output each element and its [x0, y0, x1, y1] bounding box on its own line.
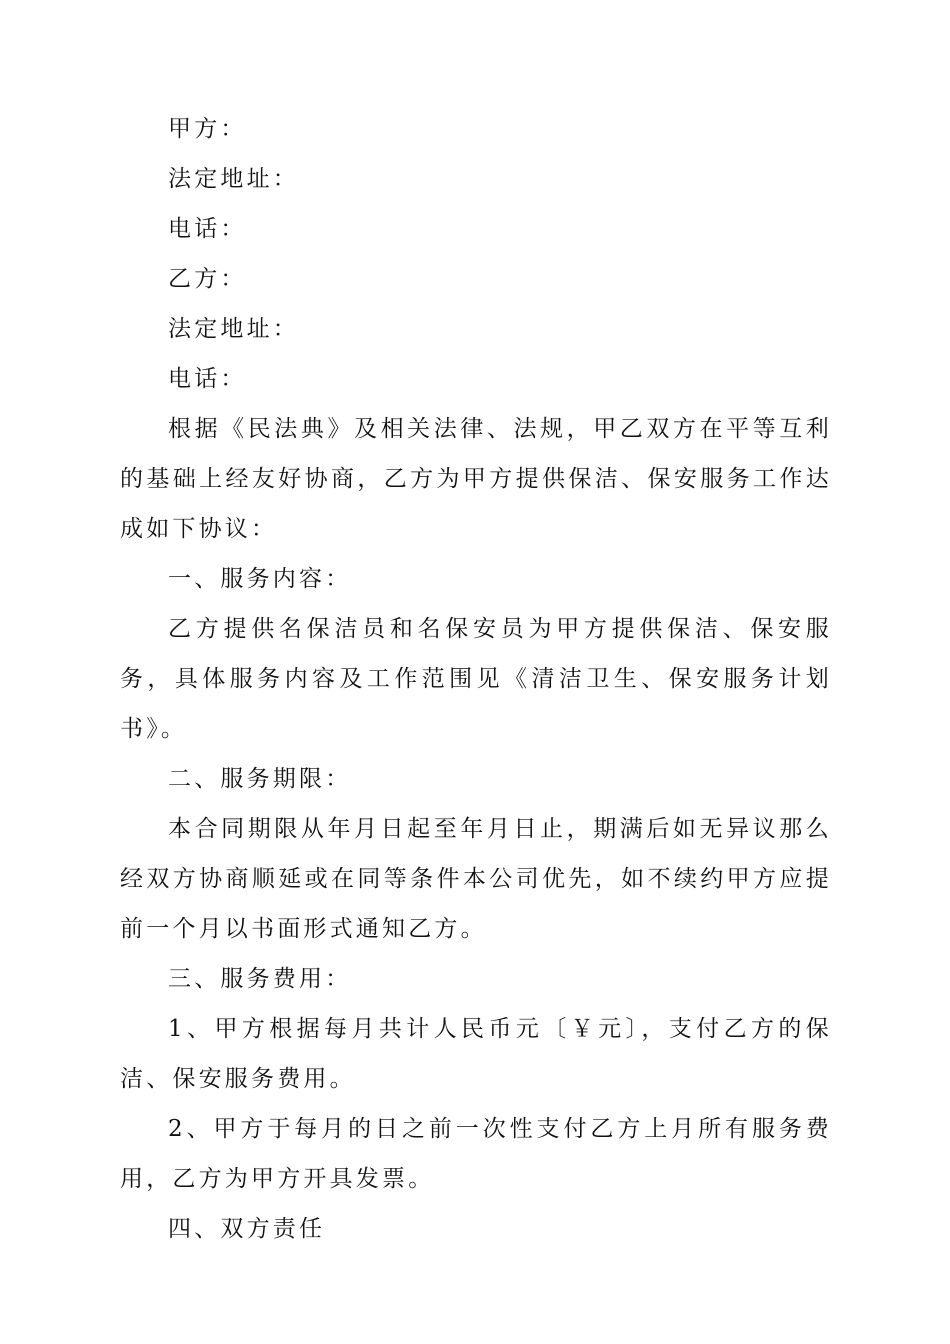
section3-item2: 2、甲方于每月的日之前一次性支付乙方上月所有服务费用，乙方为甲方开具发票。 [120, 1116, 832, 1192]
party-b-phone: 电话： [168, 366, 247, 392]
party-b-label: 乙方： [168, 266, 247, 292]
section1-body: 乙方提供名保洁员和名保安员为甲方提供保洁、保安服务，具体服务内容及工作范围见《清洁卫生、保安服务计划书》。 [120, 616, 832, 742]
document-page [120, 104, 832, 1254]
party-a-phone: 电话： [168, 216, 247, 242]
section3-item1: 1、甲方根据每月共计人民币元〔￥元〕，支付乙方的保洁、保安服务费用。 [120, 1016, 832, 1092]
section1-heading: 一、服务内容： [168, 566, 352, 592]
party-a-label: 甲方： [168, 116, 247, 142]
section2-body: 本合同期限从年月日起至年月日止，期满后如无异议那么经双方协商顺延或在同等条件本公司优先，如不续约甲方应提前一个月以书面形式通知乙方。 [120, 816, 832, 942]
party-b-address: 法定地址： [168, 316, 299, 342]
section4-heading: 四、双方责任 [168, 1216, 326, 1242]
section3-heading: 三、服务费用： [168, 966, 352, 992]
party-a-address: 法定地址： [168, 166, 299, 192]
preamble-paragraph: 根据《民法典》及相关法律、法规，甲乙双方在平等互利的基础上经友好协商，乙方为甲方提供保洁、保安服务工作达成如下协议： [120, 416, 832, 542]
section2-heading: 二、服务期限： [168, 766, 352, 792]
